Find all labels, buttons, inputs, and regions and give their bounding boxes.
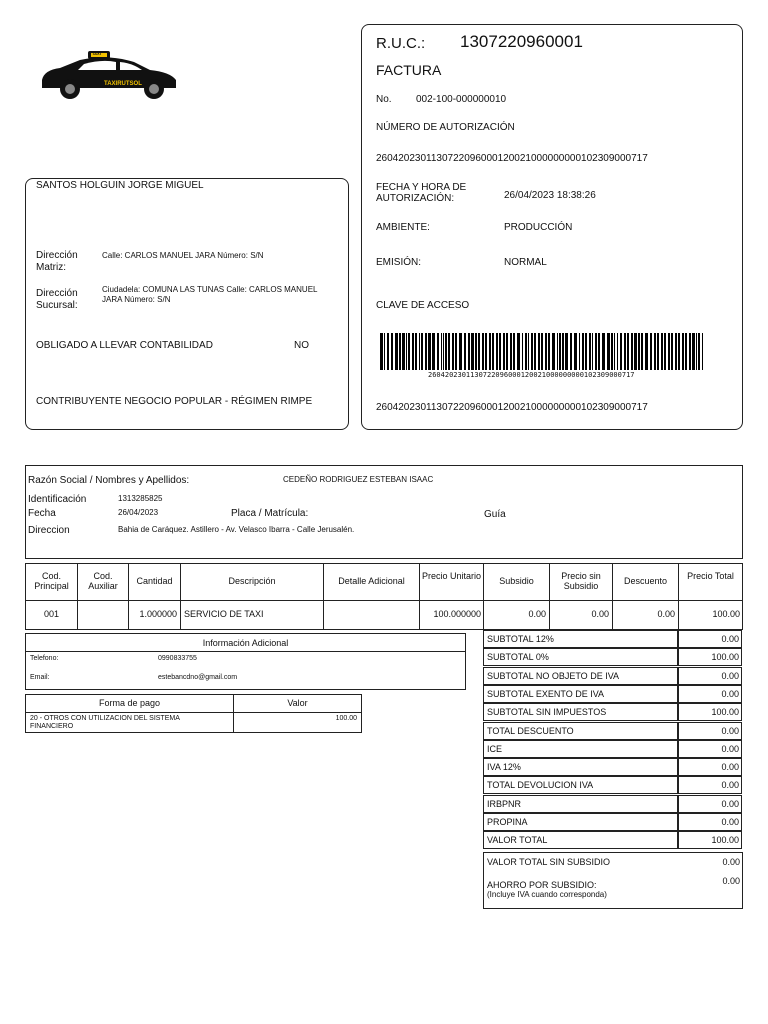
barcode-icon	[380, 333, 706, 370]
taxi-car-icon	[38, 48, 180, 103]
totals-row-value: 0.00	[678, 630, 742, 648]
subsidy-saving-label: AHORRO POR SUBSIDIO:	[487, 880, 597, 890]
buyer-name-value: CEDEÑO RODRIGUEZ ESTEBAN ISAAC	[283, 475, 434, 484]
totals-row-label: PROPINA	[483, 813, 678, 831]
email-label: Email:	[30, 674, 50, 681]
totals-row-label: SUBTOTAL SIN IMPUESTOS	[483, 703, 678, 721]
accounting-label: OBLIGADO A LLEVAR CONTABILIDAD	[36, 340, 213, 351]
phone-label: Telefono:	[30, 655, 59, 662]
barcode	[380, 333, 706, 370]
ruc-value: 1307220960001	[460, 32, 583, 51]
item-subsidio: 0.00	[483, 600, 550, 630]
col-header-detalle-adicional: Detalle Adicional	[323, 563, 420, 601]
email-value: estebancdno@gmail.com	[158, 674, 238, 681]
payment-value: 100.00	[335, 715, 357, 722]
ruc-label: R.U.C.:	[376, 35, 426, 52]
accounting-value: NO	[294, 340, 309, 351]
buyer-id-value: 1313285825	[118, 494, 163, 503]
authorization-label: NÚMERO DE AUTORIZACIÓN	[376, 122, 515, 133]
totals-row-value: 100.00	[678, 831, 742, 849]
invoice-number-label: No.	[376, 94, 392, 105]
payment-value-header: Valor	[233, 694, 362, 713]
totals-row-label: SUBTOTAL 12%	[483, 630, 678, 648]
payment-method-header: Forma de pago	[25, 694, 234, 713]
document-type: FACTURA	[376, 62, 442, 78]
phone-value: 0990833755	[158, 655, 197, 662]
item-descuento: 0.00	[612, 600, 679, 630]
totals-row-label: IVA 12%	[483, 758, 678, 776]
regime-label: CONTRIBUYENTE NEGOCIO POPULAR - RÉGIMEN RIMPE	[36, 396, 313, 407]
branch-address-label: Dirección Sucursal:	[36, 288, 78, 311]
total-without-subsidy-label: VALOR TOTAL SIN SUBSIDIO	[487, 857, 611, 867]
item-precio-sin-subsidio: 0.00	[549, 600, 613, 630]
barcode-text: 2604202301130722096000120021000000000102309000717	[428, 371, 635, 379]
subsidy-saving-note: (Incluye IVA cuando corresponda)	[487, 890, 607, 899]
authorization-value: 2604202301130722096000120021000000000102309000717	[376, 153, 648, 164]
totals-row-value: 100.00	[678, 648, 742, 666]
totals-row-value: 100.00	[678, 703, 742, 721]
totals-row-label: TOTAL DESCUENTO	[483, 722, 678, 740]
col-header-cod-auxiliar: Cod. Auxiliar	[77, 563, 129, 601]
totals-row-label: ICE	[483, 740, 678, 758]
totals-row-label: IRBPNR	[483, 795, 678, 813]
access-key-label: CLAVE DE ACCESO	[376, 300, 470, 311]
totals-row-value: 0.00	[678, 667, 742, 685]
totals-row-label: VALOR TOTAL	[483, 831, 678, 849]
buyer-id-label: Identificación	[28, 494, 87, 505]
item-detalle-adicional	[323, 600, 420, 630]
totals-row-value: 0.00	[678, 722, 742, 740]
emission-value: NORMAL	[504, 257, 547, 268]
environment-value: PRODUCCIÓN	[504, 222, 573, 233]
taxi-brand-label: TAXIRUTSOL	[104, 81, 142, 87]
totals-row-label: SUBTOTAL EXENTO DE IVA	[483, 685, 678, 703]
totals-row-value: 0.00	[678, 813, 742, 831]
buyer-date-label: Fecha	[28, 508, 56, 519]
buyer-address-value: Bahia de Caráquez. Astillero - Av. Velasco Ibarra - Calle Jerusalén.	[118, 525, 355, 534]
totals-row-label: TOTAL DEVOLUCION IVA	[483, 776, 678, 794]
col-header-cod-principal: Cod. Principal	[25, 563, 78, 601]
authorization-datetime-value: 26/04/2023 18:38:26	[504, 190, 596, 201]
guide-label: Guía	[484, 509, 506, 520]
payment-method-value: 20 - OTROS CON UTILIZACION DEL SISTEMA FINANCIERO	[30, 715, 180, 731]
matrix-address-label: Dirección Matriz:	[36, 250, 78, 273]
matrix-address-value: Calle: CARLOS MANUEL JARA Número: S/N	[102, 251, 264, 260]
branch-address-value: Ciudadela: COMUNA LAS TUNAS Calle: CARLOS MANUEL JARA Número: S/N	[102, 285, 318, 304]
additional-info-title: Información Adicional	[202, 637, 289, 648]
item-cod-principal: 001	[25, 600, 78, 630]
invoice-number-value: 002-100-000000010	[416, 94, 507, 105]
col-header-precio-total: Precio Total	[678, 563, 743, 601]
totals-row-label: SUBTOTAL 0%	[483, 648, 678, 666]
col-header-descuento: Descuento	[612, 563, 679, 601]
col-header-cantidad: Cantidad	[128, 563, 181, 601]
item-cantidad: 1.000000	[128, 600, 181, 630]
totals-row-value: 0.00	[678, 776, 742, 794]
plate-label: Placa / Matrícula:	[231, 508, 309, 519]
totals-row-value: 0.00	[678, 795, 742, 813]
additional-info-title-row	[25, 633, 466, 652]
taxi-roof-label: TAXI	[92, 51, 101, 56]
total-without-subsidy-value: 0.00	[722, 857, 740, 867]
access-key-value: 2604202301130722096000120021000000000102309000717	[376, 402, 648, 413]
item-cod-auxiliar	[77, 600, 129, 630]
emission-label: EMISIÓN:	[376, 257, 422, 268]
totals-row-value: 0.00	[678, 685, 742, 703]
buyer-date-value: 26/04/2023	[118, 508, 159, 517]
totals-row-value: 0.00	[678, 740, 742, 758]
totals-row-label: SUBTOTAL NO OBJETO DE IVA	[483, 667, 678, 685]
buyer-name-label: Razón Social / Nombres y Apellidos:	[28, 475, 190, 486]
col-header-precio-sin-subsidio: Precio sin Subsidio	[549, 563, 613, 601]
environment-label: AMBIENTE:	[376, 222, 430, 233]
col-header-descripcion: Descripción	[180, 563, 324, 601]
totals-row-value: 0.00	[678, 758, 742, 776]
authorization-datetime-label: FECHA Y HORA DE AUTORIZACIÓN:	[376, 182, 467, 204]
issuer-name: SANTOS HOLGUIN JORGE MIGUEL	[36, 180, 204, 191]
buyer-address-label: Direccion	[28, 525, 70, 536]
item-precio-unitario: 100.000000	[419, 600, 484, 630]
taxi-logo	[38, 48, 180, 103]
col-header-precio-unitario: Precio Unitario	[419, 563, 484, 601]
item-descripcion: SERVICIO DE TAXI	[180, 600, 324, 630]
payment-method-cell	[25, 712, 234, 733]
payment-value-cell	[233, 712, 362, 733]
subsidy-saving-value: 0.00	[722, 876, 740, 886]
col-header-subsidio: Subsidio	[483, 563, 550, 601]
item-precio-total: 100.00	[678, 600, 743, 630]
